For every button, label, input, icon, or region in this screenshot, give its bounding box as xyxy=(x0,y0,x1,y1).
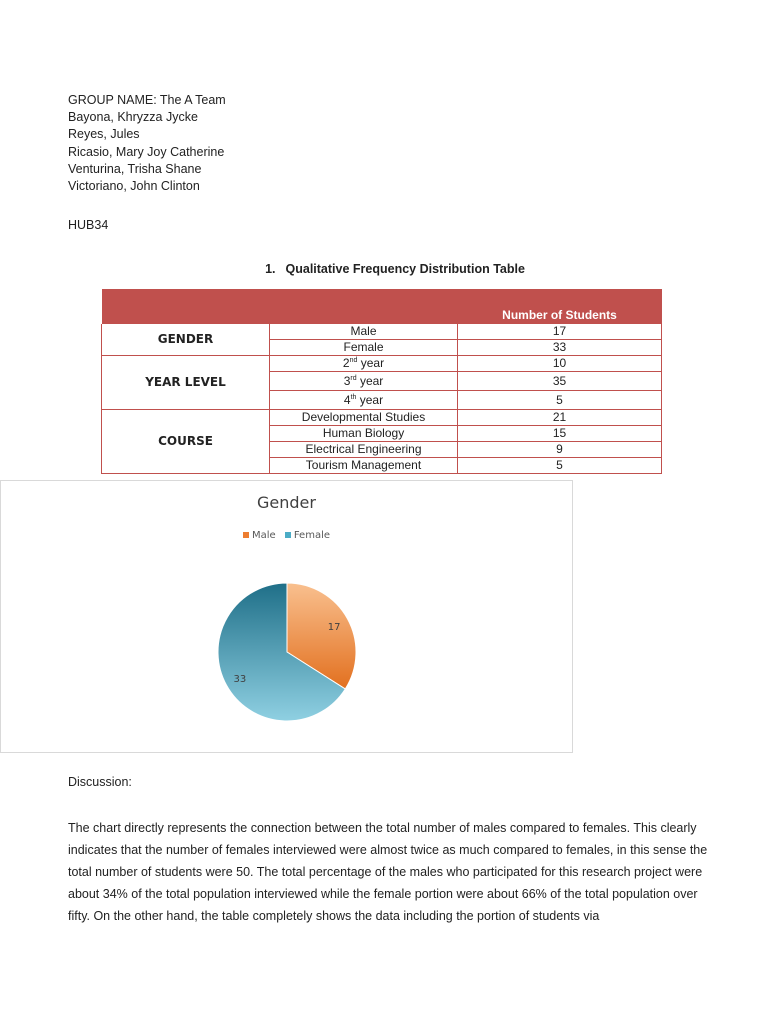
row-value: 5 xyxy=(458,391,662,410)
pie-data-label: 17 xyxy=(327,622,341,634)
discussion-label: Discussion: xyxy=(68,775,132,789)
table-row xyxy=(102,324,662,340)
ordinal-suffix: th xyxy=(350,393,357,401)
legend-label: Female xyxy=(293,530,331,541)
row-value: 17 xyxy=(458,324,662,340)
row-value: 15 xyxy=(458,426,662,442)
chart-title: Gender xyxy=(257,493,316,512)
member-name: Bayona, Khryzza Jycke xyxy=(68,110,198,125)
table-title-text: Qualitative Frequency Distribution Table xyxy=(285,262,525,276)
row-value: 35 xyxy=(458,372,662,391)
row-value: 9 xyxy=(458,442,662,458)
legend-swatch xyxy=(243,532,249,538)
ordinal-suffix: rd xyxy=(350,374,357,382)
member-name: Victoriano, John Clinton xyxy=(68,179,200,194)
course-code: HUB34 xyxy=(68,218,109,232)
member-name: Reyes, Jules xyxy=(68,127,140,142)
year-word: year xyxy=(356,373,384,388)
member-name: Ricasio, Mary Joy Catherine xyxy=(68,144,225,159)
table-row xyxy=(102,410,662,426)
table-title-number: 1. xyxy=(265,262,276,276)
category-gender: GENDER xyxy=(102,324,270,356)
frequency-table xyxy=(101,289,662,474)
table-row xyxy=(102,356,662,372)
row-value: 10 xyxy=(458,356,662,372)
year-word: year xyxy=(357,356,385,370)
year-word: year xyxy=(356,392,384,407)
pie-data-label: 33 xyxy=(233,673,247,685)
member-name: Venturina, Trisha Shane xyxy=(68,161,202,176)
legend-swatch xyxy=(285,532,291,538)
row-value: 5 xyxy=(458,458,662,474)
legend-label: Male xyxy=(251,530,276,541)
table-header-row xyxy=(102,289,662,324)
header-number-of-students: Number of Students xyxy=(458,289,662,324)
group-info xyxy=(68,92,226,195)
group-name: GROUP NAME: The A Team xyxy=(68,93,226,107)
row-label xyxy=(270,391,458,410)
row-label xyxy=(270,372,458,391)
category-course: COURSE xyxy=(102,410,270,474)
year-number: 4 xyxy=(343,392,351,407)
year-number: 2 xyxy=(342,356,350,370)
row-label: Developmental Studies xyxy=(270,410,458,426)
row-value: 33 xyxy=(458,340,662,356)
row-label: Electrical Engineering xyxy=(270,442,458,458)
header-empty-cell xyxy=(270,289,458,324)
row-label xyxy=(270,356,458,372)
table-title xyxy=(0,262,768,276)
category-year-level: YEAR LEVEL xyxy=(102,356,270,410)
chart-legend xyxy=(0,530,573,541)
legend-item-female xyxy=(285,530,330,541)
row-value: 21 xyxy=(458,410,662,426)
discussion-text: The chart directly represents the connection between the total number of males compared to females. This clearly indicates that the number of females interviewed were almost twice as much compared to females, in this sense the total number of students were 50. The total percentage of the males who participated for this research project were about 34% of the total population interviewed while the female portion were about 66% of the total population over fifty. On the other hand, the table completely shows the data including the portion of students via xyxy=(68,821,708,923)
row-label: Male xyxy=(270,324,458,340)
row-label: Tourism Management xyxy=(270,458,458,474)
row-label: Human Biology xyxy=(270,426,458,442)
pie-chart xyxy=(210,570,370,730)
year-number: 3 xyxy=(343,373,351,388)
legend-item-male xyxy=(243,530,276,541)
row-label: Female xyxy=(270,340,458,356)
header-empty-cell xyxy=(102,289,270,324)
ordinal-suffix: nd xyxy=(349,357,358,364)
